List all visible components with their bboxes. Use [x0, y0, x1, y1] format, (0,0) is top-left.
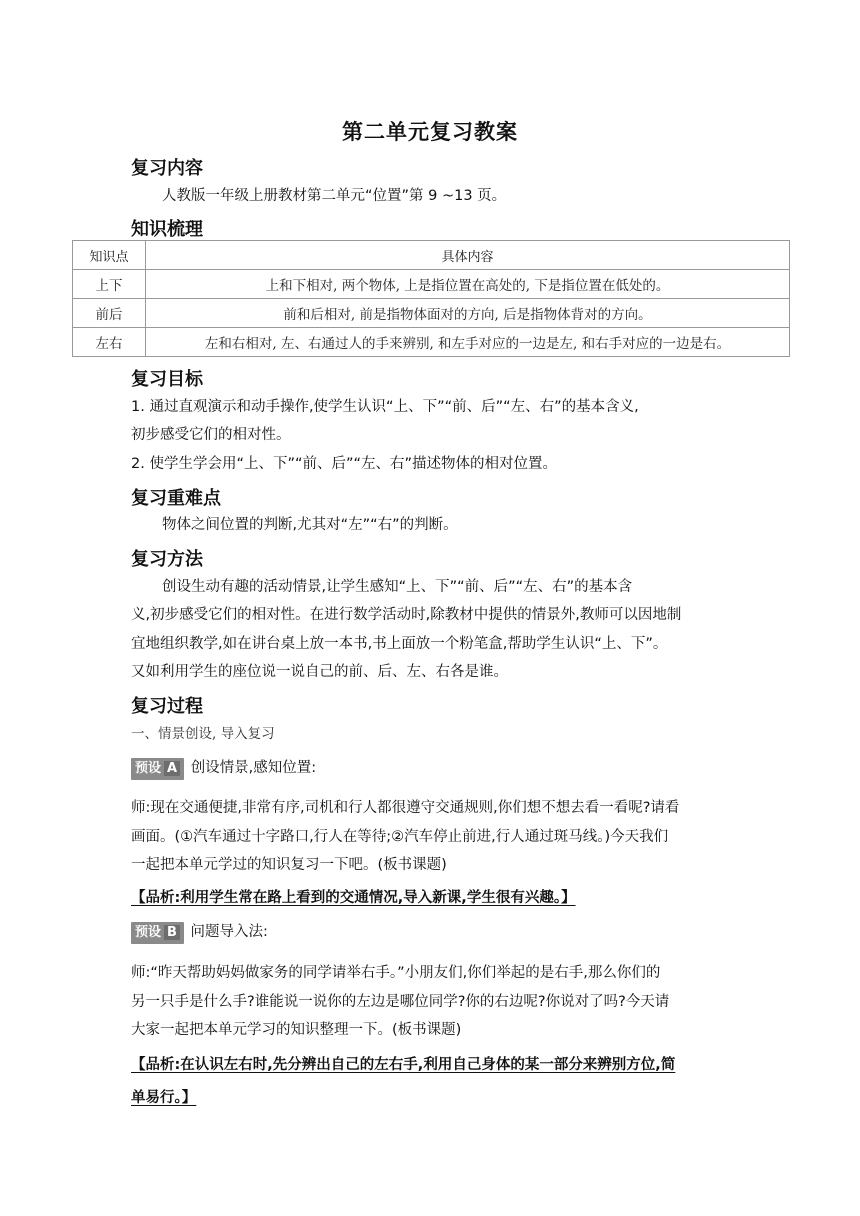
heading-method: 复习方法	[131, 549, 203, 570]
preset-a-line3: 一起把本单元学过的知识复习一下吧。(板书课题)	[131, 857, 447, 873]
table-row	[73, 270, 790, 299]
content-text: 人教版一年级上册教材第二单元“位置”第 9 ~13 页。	[162, 188, 507, 204]
goal-1-line2: 初步感受它们的相对性。	[131, 427, 291, 443]
method-line1: 创设生动有趣的活动情景,让学生感知“上、下”“前、后”“左、右”的基本含	[162, 579, 633, 595]
preset-b-analysis-line1: 【品析:在认识左右时,先分辨出自己的左右手,利用自己身体的某一部分来辨别方位,简	[131, 1057, 676, 1073]
table-row	[73, 328, 790, 357]
preset-tag-text: 预设	[135, 925, 162, 940]
table-header-point: 知识点	[73, 241, 146, 270]
preset-b-line3: 大家一起把本单元学习的知识整理一下。(板书课题)	[131, 1022, 462, 1038]
table-cell-content: 左和右相对, 左、右通过人的手来辨别, 和左手对应的一边是左, 和右手对应的一边是右。	[146, 328, 790, 357]
table-row	[73, 299, 790, 328]
process-sub1: 一、情景创设, 导入复习	[131, 726, 275, 742]
heading-content: 复习内容	[131, 158, 203, 179]
table-cell-point: 前后	[73, 299, 146, 328]
preset-b-line1: 师:“昨天帮助妈妈做家务的同学请举右手。”小朋友们,你们举起的是右手,那么你们的	[131, 965, 661, 981]
method-line2: 义,初步感受它们的相对性。在进行数学活动时,除教材中提供的情景外,教师可以因地制	[131, 607, 682, 623]
heading-difficulty: 复习重难点	[131, 488, 221, 509]
table-cell-content: 前和后相对, 前是指物体面对的方向, 后是指物体背对的方向。	[146, 299, 790, 328]
table-cell-content: 上和下相对, 两个物体, 上是指位置在高处的, 下是指位置在低处的。	[146, 270, 790, 299]
goal-2: 2. 使学生学会用“上、下”“前、后”“左、右”描述物体的相对位置。	[131, 456, 558, 472]
heading-process: 复习过程	[131, 696, 203, 717]
preset-a-line1: 师:现在交通便捷,非常有序,司机和行人都很遵守交通规则,你们想不想去看一看呢?请看	[131, 800, 680, 816]
method-line4: 又如利用学生的座位说一说自己的前、后、左、右各是谁。	[131, 664, 508, 680]
preset-tag-letter: A	[164, 761, 180, 776]
preset-a-label: 创设情景,感知位置:	[190, 760, 317, 776]
preset-b-analysis-line2: 单易行。】	[131, 1090, 197, 1106]
preset-b-label-line	[131, 922, 268, 944]
method-line3: 宜地组织教学,如在讲台桌上放一本书,书上面放一个粉笔盒,帮助学生认识“上、下”。	[131, 636, 668, 652]
preset-b-line2: 另一只手是什么手?谁能说一说你的左边是哪位同学?你的右边呢?你说对了吗?今天请	[131, 994, 670, 1010]
preset-a-analysis: 【品析:利用学生常在路上看到的交通情况,导入新课,学生很有兴趣。】	[131, 890, 576, 906]
knowledge-table	[72, 240, 790, 357]
page-title: 第二单元复习教案	[342, 120, 518, 144]
preset-b-tag	[131, 922, 184, 944]
preset-a-tag	[131, 758, 184, 780]
goal-1-line1: 1. 通过直观演示和动手操作,使学生认识“上、下”“前、后”“左、右”的基本含义,	[131, 399, 639, 415]
preset-a-label-line	[131, 758, 316, 780]
table-header-row	[73, 241, 790, 270]
table-cell-point: 上下	[73, 270, 146, 299]
difficulty-text: 物体之间位置的判断,尤其对“左”“右”的判断。	[162, 517, 458, 533]
preset-tag-text: 预设	[135, 761, 162, 776]
table-header-content: 具体内容	[146, 241, 790, 270]
heading-knowledge: 知识梳理	[131, 219, 203, 240]
preset-a-line2: 画面。(①汽车通过十字路口,行人在等待;②汽车停止前进,行人通过斑马线。)今天我们	[131, 829, 669, 845]
table-cell-point: 左右	[73, 328, 146, 357]
preset-b-label: 问题导入法:	[190, 924, 268, 940]
heading-goals: 复习目标	[131, 369, 203, 390]
preset-tag-letter: B	[164, 925, 180, 940]
